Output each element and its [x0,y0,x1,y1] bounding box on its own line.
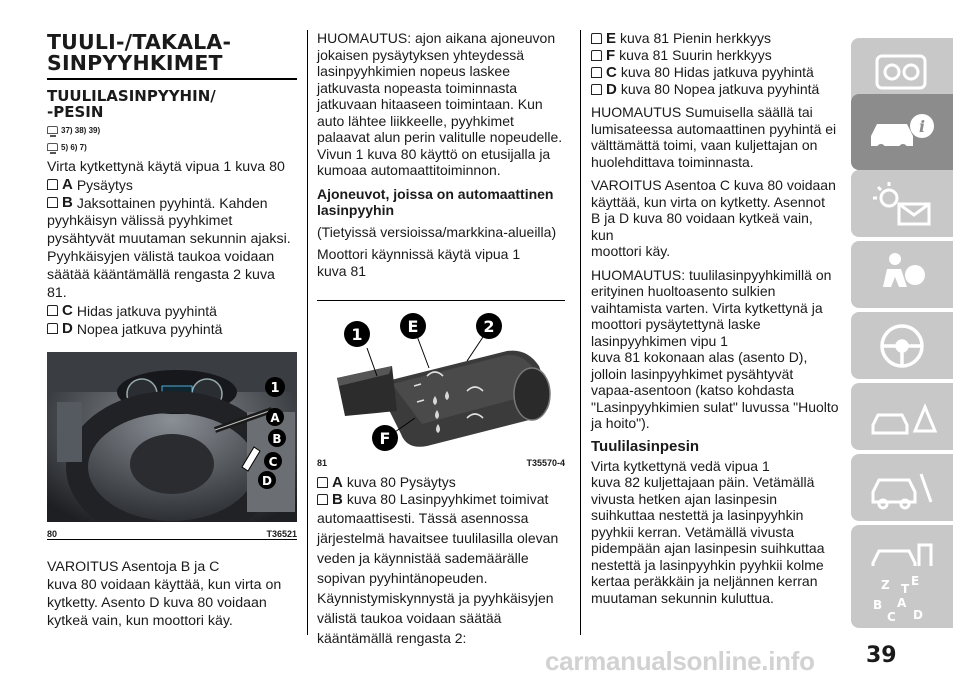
tab-index[interactable] [851,566,953,628]
tab-driving[interactable] [851,312,953,379]
bullet-icon [591,33,602,44]
svg-text:F: F [379,429,391,448]
bullet-icon [47,179,58,190]
figure-label-2 [476,313,502,339]
svg-text:E: E [407,317,419,336]
svg-text:C: C [887,610,896,623]
warning-text: VAROITUS Asentoa C kuva 80 voidaan käyttää, kun virta on kytketty. Asennot B ja D kuva 80 voidaan kytkeä vain, kun moottori käy. [591,177,836,259]
figure-label-c [264,452,282,470]
column-divider [580,30,581,635]
bullet-icon [47,305,58,316]
list-item-c: C Hidas jatkuva pyyhintä [47,302,297,320]
list-item-a: A Pysäytys [47,176,297,194]
svg-text:E: E [911,574,920,588]
list-item-d: D Nopea jatkuva pyyhintä [47,320,297,338]
steering-wheel-icon [867,320,937,372]
note-refs[interactable]: 5) 6) 7) [47,140,297,154]
figure-label-f [372,425,398,451]
airbag-icon [867,249,937,301]
tab-car-info[interactable] [851,94,953,170]
list-item-b: B Jaksottainen pyyhintä. Kahden [47,194,297,212]
fog-note: HUOMAUTUS Sumuisella säällä tai lumisateessa automaattinen pyyhintä ei välttämättä toimi, vaan kuljettajan on huolehdittava toiminnasta. [591,104,837,170]
figure-label-1 [344,321,370,347]
svg-text:A: A [270,411,280,425]
warning-light-icon [867,178,937,230]
version-note: (Tietyissä versioissa/markkina-alueilla) [317,223,557,240]
subsection-title: TUULILASINPYYHIN/ -PESIN [47,87,216,121]
list-item-d: D kuva 80 Nopea jatkuva pyyhintä [591,81,839,98]
warning-refs[interactable]: 37) 38) 39) [47,123,297,137]
svg-text:B: B [873,598,883,612]
figure-label-b [268,429,286,447]
svg-text:D: D [262,474,272,488]
bullet-icon [317,477,328,488]
svg-text:1: 1 [270,381,280,396]
page-number: 39 [866,643,897,668]
column-2 [317,30,565,648]
figure-80 [47,352,297,540]
service-position-note: HUOMAUTUS: tuulilasinpyyhkimillä on erityinen huoltoasento sulkien vaihtamista varten. Virta kytkettynä ja moottori pysäytettynä laske lasinpyyhkimen vipu 1 kuva 81 kokonaan alas (asento D), jolloin lasinpyyhkimet pysähtyvät vapaa-asentoon (katso kohdasta "Lasinpyyhkimien sulat" luvussa "Huolto ja hoito"). [591,266,839,431]
reference-icon [47,143,58,151]
note-paragraph: HUOMAUTUS: ajon aikana ajoneuvon jokaisen pysäytyksen yhteydessä lasinpyyhkimien nopeus laskee jatkuvasta nopeasta toiminnasta jatkuvaan hitaaseen toimintaan. Kun auto lähtee liikkeelle, pyyhkimet palaavat alun perin valitulle nopeudelle. Vivun 1 kuva 80 käyttö on etusijalla ja kumoaa automaattitoiminnon. [317,30,563,178]
tab-emergency[interactable] [851,383,953,450]
bullet-icon [317,494,328,505]
washer-heading: Tuulilasinpesin [591,437,700,455]
engine-running-text: Moottori käynnissä käytä vipua 1 kuva 81 [317,246,521,279]
watermark: carmanualsonline.info [545,646,815,676]
list-item-c: C kuva 80 Hidas jatkuva pyyhintä [591,64,839,81]
tab-safety[interactable] [851,241,953,308]
svg-text:1: 1 [351,325,363,344]
figure-top-rule [317,300,565,301]
svg-text:C: C [268,455,278,469]
column-1: TUULI-/TAKALA- SINPYYHKIMET TUULILASINPYYHIN/ -PESIN 37) 38) 39) 5) 6) 7) Virta kytkettynä käytä vipua 1 kuva 80 A Pysäytys B Jaksottainen pyyhintä. Kahden pyyhkäisyn välissä pyyhkimet pysähtyvät muutaman sekunnin ajaksi. Pyyhkäisyjen välistä taukoa voidaan säätää kääntämällä rengasta 2 kuva 81. C Hidas jatkuva pyyhintä D Nopea jatkuva pyyhintä 1 A B C D 80 T36521 VAROITUS Asentoja B ja C kuva 80 voidaan käyttää, kun virta on kytketty. Asento D kuva 80 voidaan kytkeä vain, kun moottori käy. [47,30,297,629]
figure-rule [47,539,297,540]
warning-text: VAROITUS Asentoja B ja C kuva 80 voidaan käyttää, kun virta on kytketty. Asento D kuva 80 voidaan kytkeä vain, kun moottori käy. [47,559,282,629]
figure-caption: 80 T36521 [47,529,297,539]
svg-text:T: T [901,582,910,596]
intro-text: Virta kytkettynä käytä vipua 1 kuva 80 [47,159,285,175]
column-3 [591,30,839,606]
tab-service[interactable] [851,454,953,521]
tab-warning-lights[interactable] [851,170,953,237]
car-dashboard-icon [867,46,937,98]
svg-text:D: D [913,608,923,622]
auto-wiper-heading: Ajoneuvot, joissa on automaattinen lasinpyyhin [317,185,554,218]
figure-label-a [266,408,284,426]
figure-81 [317,306,565,468]
svg-text:2: 2 [483,317,495,336]
bullet-icon [47,323,58,334]
section-title: TUULI-/TAKALA- SINPYYHKIMET [47,30,232,75]
list-item-f: F kuva 81 Suurin herkkyys [591,47,839,64]
car-info-icon [867,106,937,158]
car-breakdown-icon [867,391,937,443]
svg-text:B: B [272,432,282,446]
bullet-icon [47,197,58,208]
wiper-stalk-drawing [317,306,565,451]
svg-text:Z: Z [881,578,890,592]
column-divider [307,30,308,635]
list-item-a: A kuva 80 Pysäytys [317,474,565,491]
svg-text:i: i [918,117,926,136]
figure-label-1 [265,377,285,397]
washer-text: Virta kytkettynä vedä vipua 1 kuva 82 kuljettajaan päin. Vetämällä vivusta hetken ajan lasinpesin suihkuttaa nestettä ja lasinpyyhkin pyyhkii kerran. Vetämällä vivusta pidempään ajan lasinpesin suihkuttaa nestettä ja lasinpyyhkin pyyhkii kolme kertaa peräkkäin ja neljännen kerran muutaman sekunnin kuluttua. [591,457,825,606]
title-rule [47,78,297,80]
alphabet-index-icon [867,571,937,623]
dashboard-photo [47,352,297,522]
bullet-icon [591,67,602,78]
figure-label-e [400,313,426,339]
auto-mode-text: automaattisesti. Tässä asennossa järjestelmä havaitsee tuulilasilla olevan veden ja käynnistää sademäärälle sopivan pyyhintänopeuden. Käynnistymiskynnystä ja pyyhkäisyjen välistä taukoa voidaan säätää kääntämällä rengasta 2: [317,510,559,646]
bullet-icon [591,50,602,61]
figure-caption: 81 T35570-4 [317,458,565,468]
car-service-icon [867,462,937,514]
bullet-icon [591,84,602,95]
svg-text:A: A [897,596,907,610]
figure-label-d [258,471,276,489]
reference-icon [47,126,58,134]
list-item-b: B kuva 80 Lasinpyyhkimet toimivat [317,491,565,508]
list-item-e: E kuva 81 Pienin herkkyys [591,30,839,47]
